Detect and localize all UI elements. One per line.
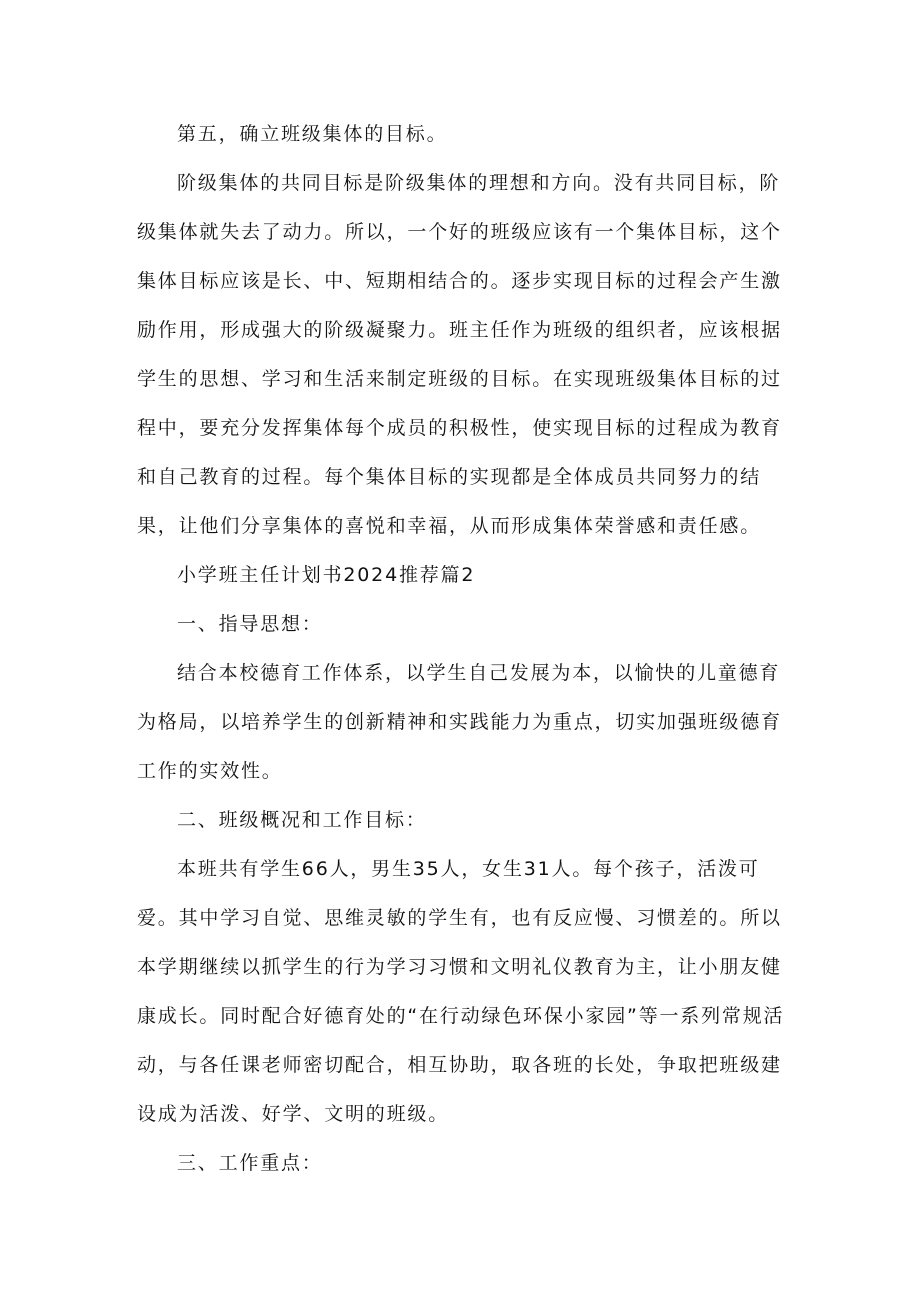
heading-work-focus: 三、工作重点： (177, 1152, 323, 1174)
document-body (137, 110, 787, 1188)
paragraph-class-overview: 本班共有学生66人，男生35人，女生31人。每个孩子，活泼可爱。其中学习自觉、思维灵敏的学生有，也有反应慢、习惯差的。所以本学期继续以抓学生的行为学习习惯和文明礼仪教育为主，让小朋友健康成长。同时配合好德育处的“在行动绿色环保小家园”等一系列常规活动，与各任课老师密切配合，相互协助，取各班的长处，争取把班级建设成为活泼、好学、文明的班级。 (137, 858, 785, 1125)
article-title: 小学班主任计划书2024推荐篇2 (177, 564, 476, 586)
section-5-heading: 第五，确立班级集体的目标。 (177, 123, 448, 145)
heading-class-overview: 二、班级概况和工作目标： (177, 809, 427, 831)
heading-guiding-thought: 一、指导思想： (177, 613, 323, 635)
paragraph-guiding-thought: 结合本校德育工作体系，以学生自己发展为本，以愉快的儿童德育为格局，以培养学生的创新精神和实践能力为重点，切实加强班级德育工作的实效性。 (137, 662, 782, 782)
section-5-paragraph: 阶级集体的共同目标是阶级集体的理想和方向。没有共同目标，阶级集体就失去了动力。所以，一个好的班级应该有一个集体目标，这个集体目标应该是长、中、短期相结合的。逐步实现目标的过程会产生激励作用，形成强大的阶级凝聚力。班主任作为班级的组织者，应该根据学生的思想、学习和生活来制定班级的目标。在实现班级集体目标的过程中，要充分发挥集体每个成员的积极性，使实现目标的过程成为教育和自己教育的过程。每个集体目标的实现都是全体成员共同努力的结果，让他们分享集体的喜悦和幸福，从而形成集体荣誉感和责任感。 (137, 172, 782, 537)
